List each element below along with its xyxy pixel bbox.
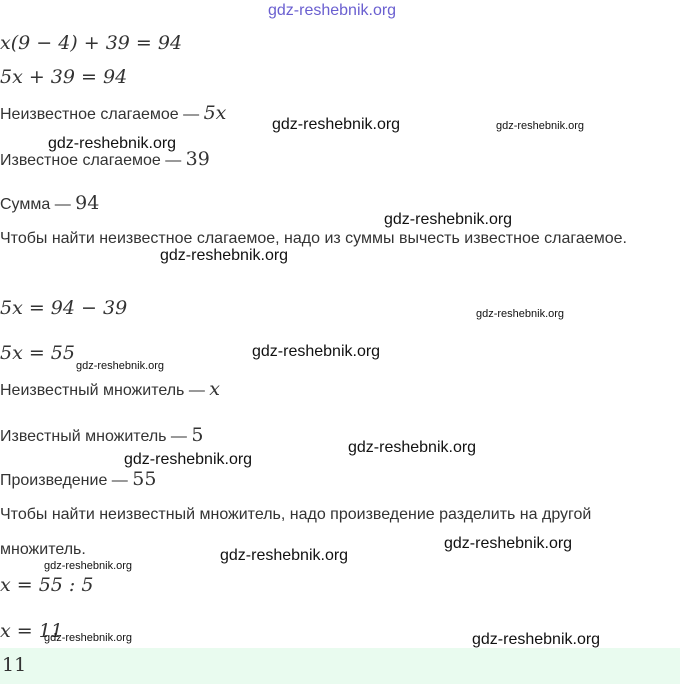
watermark: gdz-reshebnik.org <box>384 211 513 228</box>
watermark: gdz-reshebnik.org <box>44 632 133 644</box>
answer-box <box>0 648 680 684</box>
product-value: 55 <box>132 468 157 490</box>
rule-addend: Чтобы найти неизвестное слагаемое, надо из суммы вычесть известное слагаемое. <box>0 230 627 247</box>
unknown-addend-line <box>0 102 226 124</box>
equation-5-text: x = 55 : 5 <box>0 574 94 596</box>
equation-3-text: 5x = 94 − 39 <box>0 297 128 319</box>
known-factor-value: 5 <box>191 424 204 446</box>
watermark: gdz-reshebnik.org <box>48 135 177 152</box>
equation-6-text: x = 11 <box>0 620 63 642</box>
watermark: gdz-reshebnik.org <box>476 308 565 320</box>
watermark: gdz-reshebnik.org <box>76 360 165 372</box>
equation-5 <box>0 574 93 596</box>
rule-factor: Чтобы найти неизвестный множитель, надо произведение разделить на другой множитель. <box>0 506 592 558</box>
unknown-addend-label: Неизвестное слагаемое — <box>0 106 204 123</box>
unknown-addend-value: 5x <box>203 102 227 124</box>
equation-3 <box>0 297 127 319</box>
watermark: gdz-reshebnik.org <box>220 547 349 564</box>
known-addend-label: Известное слагаемое — <box>0 152 186 169</box>
equation-1-text: x(9 − 4) + 39 = 94 <box>0 32 183 54</box>
unknown-factor-label: Неизвестный множитель — <box>0 382 210 399</box>
equation-4 <box>0 342 75 364</box>
watermark: gdz-reshebnik.org <box>124 451 253 468</box>
unknown-factor-line <box>0 378 220 400</box>
watermark: gdz-reshebnik.org <box>348 439 477 456</box>
watermark-top: gdz-reshebnik.org <box>268 2 397 19</box>
watermark: gdz-reshebnik.org <box>160 247 289 264</box>
watermark: gdz-reshebnik.org <box>496 120 585 132</box>
known-addend-value: 39 <box>185 148 210 170</box>
unknown-factor-value: x <box>209 378 220 400</box>
sum-line <box>0 192 99 214</box>
watermark: gdz-reshebnik.org <box>272 116 401 133</box>
watermark: gdz-reshebnik.org <box>44 560 133 572</box>
equation-1 <box>0 32 182 54</box>
watermark: gdz-reshebnik.org <box>252 343 381 360</box>
known-factor-label: Известный множитель — <box>0 428 192 445</box>
equation-2-text: 5x + 39 = 94 <box>0 66 128 88</box>
sum-label: Сумма — <box>0 196 76 213</box>
known-factor-line <box>0 424 203 446</box>
sum-value: 94 <box>75 192 100 214</box>
product-line <box>0 468 156 490</box>
watermark: gdz-reshebnik.org <box>472 631 601 648</box>
product-label: Произведение — <box>0 472 133 489</box>
answer-value: 11 <box>2 654 27 676</box>
watermark: gdz-reshebnik.org <box>444 535 573 552</box>
equation-2 <box>0 66 127 88</box>
equation-4-text: 5x = 55 <box>0 342 75 364</box>
